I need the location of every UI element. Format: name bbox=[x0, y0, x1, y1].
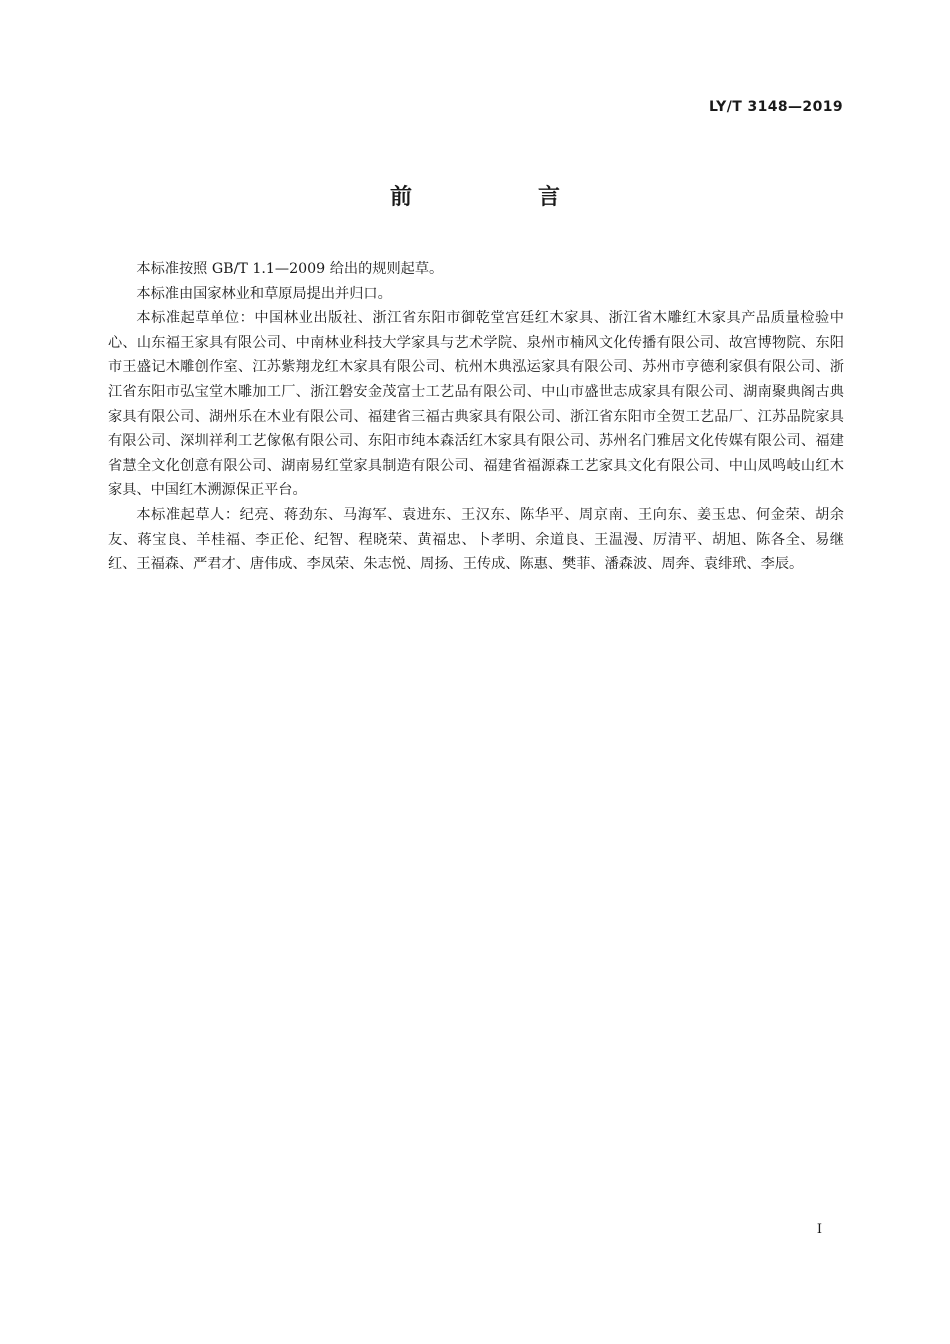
paragraph-drafting-rules: 本标准按照 GB/T 1.1—2009 给出的规则起草。 bbox=[136, 261, 444, 277]
page-number: I bbox=[816, 1222, 822, 1237]
paragraph-proposer: 本标准由国家林业和草原局提出并归口。 bbox=[136, 285, 392, 302]
foreword-body bbox=[108, 257, 844, 577]
paragraph-drafters: 本标准起草人：纪亮、蒋劲东、马海军、袁进东、王汉东、陈华平、周京南、王向东、姜玉忠、何金荣、胡余友、蒋宝良、羊桂福、李正伦、纪智、程晓荣、黄福忠、卜孝明、余道良、王温漫、厉清平、胡旭、陈各全、易继红、王福森、严君才、唐伟成、李凤荣、朱志悦、周扬、王传成、陈惠、樊菲、潘森波、周奔、袁绯玳、李辰。 bbox=[108, 506, 844, 573]
paragraph-drafting-units: 本标准起草单位：中国林业出版社、浙江省东阳市御乾堂宫廷红木家具、浙江省木雕红木家具产品质量检验中心、山东福王家具有限公司、中南林业科技大学家具与艺术学院、泉州市楠风文化传播有限公司、故宫博物院、东阳市王盛记木雕创作室、江苏紫翔龙红木家具有限公司、杭州木典泓运家具有限公司、苏州市亨德利家俱有限公司、浙江省东阳市弘宝堂木雕加工厂、浙江磐安金茂富士工艺品有限公司、中山市盛世志成家具有限公司、湖南聚典阁古典家具有限公司、湖州乐在木业有限公司、福建省三福古典家具有限公司、浙江省东阳市全贺工艺品厂、江苏品院家具有限公司、深圳祥利工艺傢俬有限公司、东阳市纯本森活红木家具有限公司、苏州名门雅居文化传媒有限公司、福建省慧全文化创意有限公司、湖南易红堂家具制造有限公司、福建省福源森工艺家具文化有限公司、中山凤鸣岐山红木家具、中国红木溯源保正平台。 bbox=[108, 310, 844, 499]
document-code: LY/T 3148—2019 bbox=[709, 99, 843, 115]
page-title: 前 言 bbox=[389, 185, 612, 210]
